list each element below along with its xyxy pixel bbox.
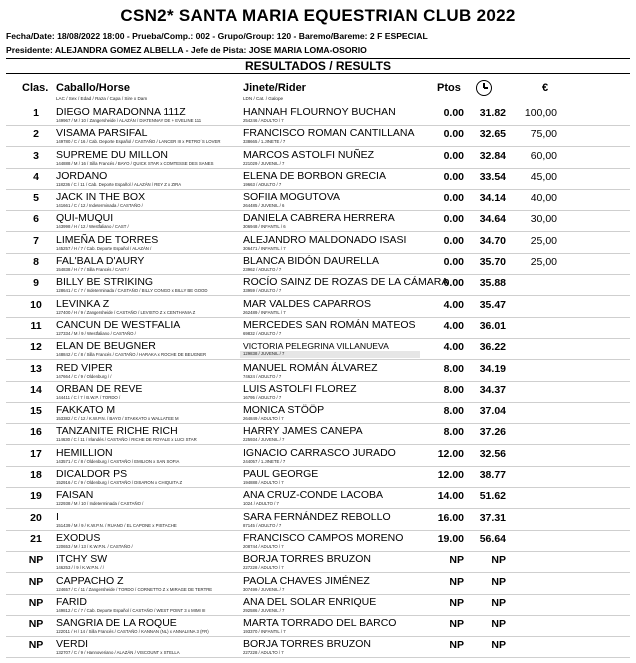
- table-row: [0, 615, 636, 636]
- rider-details: 16795 / ADULTO / 7: [243, 394, 282, 400]
- horse-name: FARID: [56, 595, 87, 608]
- rank-cell: 1: [33, 107, 39, 119]
- horse-name: ITCHY SW: [56, 553, 108, 566]
- rank-cell: 4: [33, 170, 39, 183]
- table-row: [0, 509, 636, 530]
- table-row: [0, 210, 636, 231]
- rider-details: 208744 / ADULTO / 7: [243, 543, 284, 549]
- prize-cell: 100,00: [524, 107, 557, 119]
- table-row: [0, 423, 636, 444]
- table-row: [0, 530, 636, 551]
- rider-details: 227228 / ADULTO / 7: [243, 565, 284, 571]
- points-cell: 8.00: [443, 405, 464, 418]
- horse-name: JACK IN THE BOX: [56, 191, 146, 204]
- prize-cell: 60,00: [530, 149, 557, 162]
- rank-cell: 6: [33, 213, 39, 226]
- officials-line: Presidente: ALEJANDRA GOMEZ ALBELLA - Jefe de Pista: JOSE MARIA LOMA-OSORIO: [6, 45, 367, 55]
- table-row: [0, 168, 636, 189]
- rank-cell: 3: [33, 149, 39, 162]
- prize-cell: 25,00: [530, 256, 557, 269]
- time-cell: 35.47: [479, 298, 506, 311]
- rank-cell: 7: [33, 234, 39, 247]
- time-cell: 35.70: [479, 256, 506, 269]
- rider-name: MERCEDES SAN ROMÁN MATEOS: [243, 318, 416, 331]
- rider-details: 193370 / INFANTIL / 7: [243, 629, 286, 635]
- rider-name: DANIELA CABRERA HERRERA: [243, 212, 395, 225]
- horse-details: 146253 / / 9 / K.W.P.N. / /: [56, 565, 104, 571]
- horse-details: 143998 / H / 12 / Westfaliano / CAST /: [56, 224, 129, 230]
- points-cell: 19.00: [437, 532, 464, 545]
- rider-name: MONICA STÖÖP: [243, 404, 325, 417]
- table-row: [0, 317, 636, 338]
- time-cell: 34.19: [479, 362, 506, 375]
- points-cell: 12.00: [437, 447, 464, 460]
- horse-details: 144411 / C / 7 / B.W.P. / TORDO /: [56, 394, 121, 400]
- horse-details: 144888 / M / 16 / Silla Francés / BAYO / QUICK STAR x COMTESSE DES SANES: [56, 160, 214, 166]
- rider-details: 307499 / JUVENIL / 7: [243, 586, 285, 592]
- time-cell: 34.37: [479, 383, 506, 396]
- horse-name: VISAMA PARSIFAL: [56, 127, 148, 140]
- horse-details: 128641 / C / 7 / Indeterminada / CASTAÑO / BILLY CONGO x BILLY BE GOOD: [56, 288, 208, 294]
- rider-name: ALEJANDRO MALDONADO ISASI: [243, 233, 407, 246]
- points-cell: 0.00: [443, 213, 464, 226]
- horse-details: 120653 / M / 13 / K.W.P.N. / CASTAÑO /: [56, 543, 133, 549]
- horse-details: 149812 / C / 7 / Cab. Deporte Español / CASTAÑO / WEST POINT 3 x MIMI III: [56, 607, 206, 613]
- rider-details: 227228 / ADULTO / 7: [243, 650, 284, 656]
- time-cell: 34.64: [479, 213, 506, 226]
- horse-details: 122011 / H / 14 / Silla Francés / CASTAÑO / KANNAN (NL) x ANNALIINA 3 (FR): [56, 629, 209, 635]
- rider-name: PAOLA CHAVES JIMÉNEZ: [243, 574, 370, 587]
- rider-name: PAUL GEORGE: [243, 468, 319, 481]
- horse-details: 152916 / C / 9 / Oldenburg / CASTAÑO / DISARON x CHIQUITA Z: [56, 480, 183, 486]
- points-cell: 0.00: [443, 277, 464, 290]
- date-competition-line: Fecha/Date: 18/08/2022 18:00 - Prueba/Comp.: 002 - Grupo/Group: 120 - Baremo/Bareme: 2 F ESPECIAL: [6, 31, 428, 41]
- points-cell: 0.00: [443, 256, 464, 269]
- table-row: [0, 125, 636, 146]
- prize-cell: 45,00: [530, 170, 557, 183]
- rider-name: FRANCISCO ROMAN CANTILLANA: [243, 127, 415, 140]
- time-cell: 35.88: [479, 277, 506, 290]
- rider-name: IGNACIO CARRASCO JURADO: [243, 446, 396, 459]
- prize-cell: 40,00: [530, 192, 557, 205]
- horse-name: JORDANO: [56, 169, 108, 182]
- rider-details: 338665 / 1.JINETE / 7: [243, 139, 286, 145]
- points-cell: NP: [449, 639, 464, 652]
- header-rider: Jinete/Rider: [243, 82, 306, 94]
- points-cell: 8.00: [443, 426, 464, 439]
- horse-name: ORBAN DE REVE: [56, 382, 143, 395]
- rank-cell: 14: [30, 383, 42, 396]
- points-cell: NP: [449, 596, 464, 609]
- time-cell: 32.65: [479, 128, 506, 141]
- rank-cell: 8: [33, 256, 39, 269]
- points-cell: 12.00: [437, 469, 464, 482]
- horse-details: 127334 / M / 9 / Westfaliano / CASTAÑO /: [56, 330, 136, 336]
- points-cell: 0.00: [443, 234, 464, 247]
- table-row: [0, 551, 636, 572]
- rider-details: 74624 / ADULTO / 7: [243, 373, 282, 379]
- table-row: [0, 594, 636, 615]
- horse-name: LIMEÑA DE TORRES: [56, 233, 159, 246]
- time-cell: 34.14: [479, 192, 506, 205]
- horse-details: 127400 / H / 9 / Zangersheide / CASTAÑO / LEVISTO Z x CENTHANIA Z: [56, 309, 196, 315]
- horse-name: TANZANITE RICHE RICH: [56, 425, 178, 438]
- row-divider: [6, 657, 630, 658]
- rider-details: 264485 / JUVENIL / 6: [243, 203, 285, 209]
- time-cell: NP: [491, 554, 506, 567]
- horse-name: HEMILLION: [56, 446, 113, 459]
- rider-name: MAR VALDES CAPARROS: [243, 297, 371, 310]
- prize-cell: 75,00: [530, 128, 557, 141]
- rider-name: BORJA TORRES BRUZON: [243, 553, 371, 566]
- rank-cell: 11: [30, 319, 42, 332]
- horse-details: 151439 / M / 9 / K.W.P.N. / RUANO / EL CAPONE x PISTACHE: [56, 522, 177, 528]
- time-cell: NP: [491, 618, 506, 631]
- header-euro: €: [542, 82, 549, 94]
- rider-details: 33959 / ADULTO / 7: [243, 288, 282, 294]
- rank-cell: NP: [28, 575, 44, 588]
- rider-name: HANNAH FLOURNOY BUCHAN: [243, 106, 396, 118]
- horse-name: FAISAN: [56, 489, 94, 502]
- points-cell: 8.00: [443, 383, 464, 396]
- rank-cell: 12: [30, 341, 42, 354]
- rider-details: 194888 / ADULTO / 7: [243, 480, 284, 486]
- time-cell: 37.26: [479, 426, 506, 439]
- rank-cell: 17: [30, 447, 42, 460]
- table-row: [0, 338, 636, 359]
- horse-details: 149780 / C / 16 / Cab. Deporte Español / CASTAÑO / LANCER III x PETRO´S LOVER: [56, 139, 221, 145]
- rank-cell: NP: [28, 639, 44, 652]
- horse-name: DICALDOR PS: [56, 468, 128, 481]
- rider-name: ROCÍO SAINZ DE ROZAS DE LA CÁMARA: [243, 276, 449, 289]
- rank-cell: NP: [28, 554, 44, 567]
- rank-cell: NP: [28, 596, 44, 609]
- competition-title: CSN2* SANTA MARIA EQUESTRIAN CLUB 2022: [120, 6, 516, 25]
- table-row: [0, 636, 636, 657]
- time-cell: 56.64: [479, 532, 506, 545]
- points-cell: 4.00: [443, 319, 464, 332]
- rider-details: 306948 / INFANTIL / 6: [243, 224, 286, 230]
- rider-name: MARCOS ASTOLFI NUÑEZ: [243, 148, 375, 161]
- table-row: [0, 232, 636, 253]
- header-rider-sub: LDN / Cat. / Galope: [243, 96, 284, 101]
- points-cell: 14.00: [437, 490, 464, 503]
- points-cell: NP: [449, 554, 464, 567]
- table-row: [0, 487, 636, 508]
- time-cell: 34.70: [479, 234, 506, 247]
- rank-cell: 20: [30, 511, 42, 524]
- horse-name: I: [56, 510, 59, 523]
- points-cell: 0.00: [443, 128, 464, 141]
- points-cell: 16.00: [437, 511, 464, 524]
- rider-details: 129838 / JUVENIL / 7: [240, 351, 420, 358]
- rank-cell: 19: [30, 490, 42, 503]
- table-row: [0, 360, 636, 381]
- time-cell: 36.22: [479, 341, 506, 354]
- horse-details: 148842 / C / 8 / Silla Francés / CASTAÑO / HARAKA x ROCHE DE BEUGNER: [56, 352, 207, 358]
- horse-details: 141661 / C / 12 / Indeterminada / CASTAÑO /: [56, 203, 143, 209]
- rank-cell: 18: [30, 469, 42, 482]
- table-row: [0, 381, 636, 402]
- time-cell: 38.77: [479, 469, 506, 482]
- table-row: [0, 445, 636, 466]
- horse-name: EXODUS: [56, 531, 101, 544]
- horse-details: 124657 / C / 11 / Zangersheide / TORDO / CORNETTO Z x MIRAGE DE TERTRE: [56, 586, 213, 592]
- table-row: [0, 189, 636, 210]
- points-cell: NP: [449, 575, 464, 588]
- horse-name: RED VIPER: [56, 361, 113, 374]
- rider-details: 69832 / ADULTO / 7: [243, 330, 282, 336]
- stopwatch-icon: [476, 80, 492, 96]
- horse-details: 149967 / M / 10 / Zangersheide / ALAZÁN / DIATENNAY DE + EVELINE 111: [56, 118, 202, 123]
- horse-details: 122938 / M / 10 / Indeterminada / CASTAÑO /: [56, 501, 144, 507]
- horse-name: CANCUN DE WESTFALIA: [56, 318, 181, 331]
- time-cell: 32.56: [479, 447, 506, 460]
- rider-details: 264849 / ADULTO / 7: [243, 416, 284, 422]
- header-horse: Caballo/Horse: [56, 82, 130, 94]
- rider-details: 19663 / ADULTO / 7: [243, 181, 282, 187]
- horse-details: 114630 / C / 11 / Irlandés / CASTAÑO / RICHE DE ROYALE x LUCI STAR: [56, 437, 197, 443]
- horse-name: FAKKATO M: [56, 404, 116, 417]
- header-horse-sub: LAC / Sex / Edad / Raza / Capa / Sire x Dam: [56, 96, 148, 101]
- rider-details: 1024 / ADULTO / 7: [243, 501, 279, 507]
- results-table: [0, 104, 636, 658]
- rider-name: VICTORIA PELEGRINA VILLANUEVA: [243, 341, 389, 352]
- points-cell: 4.00: [443, 341, 464, 354]
- time-cell: NP: [491, 596, 506, 609]
- horse-name: QUI-MUQUI: [56, 212, 114, 225]
- table-row: [0, 253, 636, 274]
- horse-name: VERDI: [56, 638, 89, 651]
- time-cell: 33.54: [479, 170, 506, 183]
- rank-cell: 13: [30, 362, 42, 375]
- rider-name: BLANCA BIDÓN DAURELLA: [243, 255, 379, 268]
- rider-name: FRANCISCO CAMPOS MORENO: [243, 531, 404, 544]
- header-ptos: Ptos: [437, 82, 461, 94]
- rank-cell: 10: [30, 298, 42, 311]
- time-cell: 37.31: [479, 511, 506, 524]
- time-cell: 36.01: [479, 319, 506, 332]
- rider-name: ELENA DE BORBON GRECIA: [243, 169, 386, 182]
- rider-details: 87145 / ADULTO / 7: [243, 522, 282, 528]
- rider-details: 306471 / INFANTIL / 7: [243, 245, 286, 251]
- rank-cell: NP: [28, 618, 44, 631]
- rank-cell: 5: [33, 192, 39, 205]
- rider-name: SOFIIA MOGUTOVA: [243, 191, 341, 204]
- rank-cell: 9: [33, 277, 39, 290]
- horse-name: BILLY BE STRIKING: [56, 276, 154, 289]
- rider-name: MARTA TORRADO DEL BARCO: [243, 617, 397, 630]
- horse-details: 145257 / H / 7 / Cab. Deporte Español / ALAZÁN /: [56, 245, 152, 251]
- horse-details: 153382 / C / 12 / K.W.P.N. / BAYO / STAKKATO x WALLATEE M: [56, 416, 179, 422]
- rider-name: BORJA TORRES BRUZON: [243, 638, 371, 651]
- rank-cell: 21: [30, 532, 42, 545]
- horse-name: CAPPACHO Z: [56, 574, 124, 587]
- rider-name: SARA FERNÁNDEZ REBOLLO: [243, 510, 391, 523]
- rider-details: 244057 / 1.JINETE / 7: [243, 458, 286, 464]
- horse-details: 147664 / C / 9 / Oldenburg / /: [56, 373, 112, 379]
- rider-name: ANA DEL SOLAR ENRIQUE: [243, 595, 377, 608]
- rank-cell: 15: [30, 405, 42, 418]
- time-cell: 51.62: [479, 490, 506, 503]
- points-cell: 4.00: [443, 298, 464, 311]
- table-row: [0, 296, 636, 317]
- rider-name: MANUEL ROMÁN ÁLVAREZ: [243, 361, 378, 374]
- prize-cell: 25,00: [530, 234, 557, 247]
- header-clas: Clas.: [22, 82, 49, 94]
- points-cell: 8.00: [443, 362, 464, 375]
- time-cell: 31.82: [479, 107, 506, 119]
- table-row: [0, 573, 636, 594]
- horse-name: DIEGO MARADONNA 111Z: [56, 106, 186, 118]
- horse-details: 132707 / C / 9 / Hannoveriano / ALAZÁN / VISCOUNT x STELLA: [56, 650, 180, 656]
- horse-name: SUPREME DU MILLON: [56, 148, 169, 161]
- rank-cell: 2: [33, 128, 39, 141]
- horse-details: 143571 / C / 8 / Oldenburg / CASTAÑO / EMILION x SAN SOFIA: [56, 458, 180, 464]
- table-row: [0, 147, 636, 168]
- horse-details: 154838 / H / 7 / Silla Francés / CAST /: [56, 267, 129, 273]
- points-cell: 0.00: [443, 170, 464, 183]
- points-cell: 0.00: [443, 149, 464, 162]
- time-cell: NP: [491, 639, 506, 652]
- section-banner: RESULTADOS / RESULTS: [6, 58, 630, 74]
- rider-name: HARRY JAMES CANEPA: [243, 425, 363, 438]
- prize-cell: 30,00: [530, 213, 557, 226]
- table-row: [0, 274, 636, 295]
- rank-cell: 16: [30, 426, 42, 439]
- points-cell: 0.00: [443, 107, 464, 119]
- rider-name: LUIS ASTOLFI FLOREZ: [243, 382, 357, 395]
- rider-details: 225934 / JUVENIL / 7: [243, 437, 285, 443]
- time-cell: 32.84: [479, 149, 506, 162]
- time-cell: 37.04: [479, 405, 506, 418]
- horse-name: ELAN DE BEUGNER: [56, 340, 156, 353]
- horse-name: LEVINKA Z: [56, 297, 110, 310]
- rider-details: 254246 / ADULTO / 7: [243, 118, 284, 123]
- rider-details: 221029 / JUVENIL / 7: [243, 160, 285, 166]
- table-row: [0, 466, 636, 487]
- table-row: [0, 104, 636, 125]
- table-row: [0, 402, 636, 423]
- rider-name: ANA CRUZ-CONDE LACOBA: [243, 489, 384, 502]
- points-cell: 0.00: [443, 192, 464, 205]
- horse-name: FAL'BALA D'AURY: [56, 255, 145, 268]
- rider-details: 262489 / INFANTIL / 7: [243, 309, 286, 315]
- rider-details: 23962 / ADULTO / 7: [243, 267, 282, 273]
- horse-details: 118236 / C / 11 / Cab. Deporte Español / ALAZÁN / REY Z x ZIRA: [56, 181, 182, 187]
- points-cell: NP: [449, 618, 464, 631]
- horse-name: SANGRIA DE LA ROQUE: [56, 617, 177, 630]
- rider-details: 292586 / JUVENIL / 7: [243, 607, 285, 613]
- time-cell: NP: [491, 575, 506, 588]
